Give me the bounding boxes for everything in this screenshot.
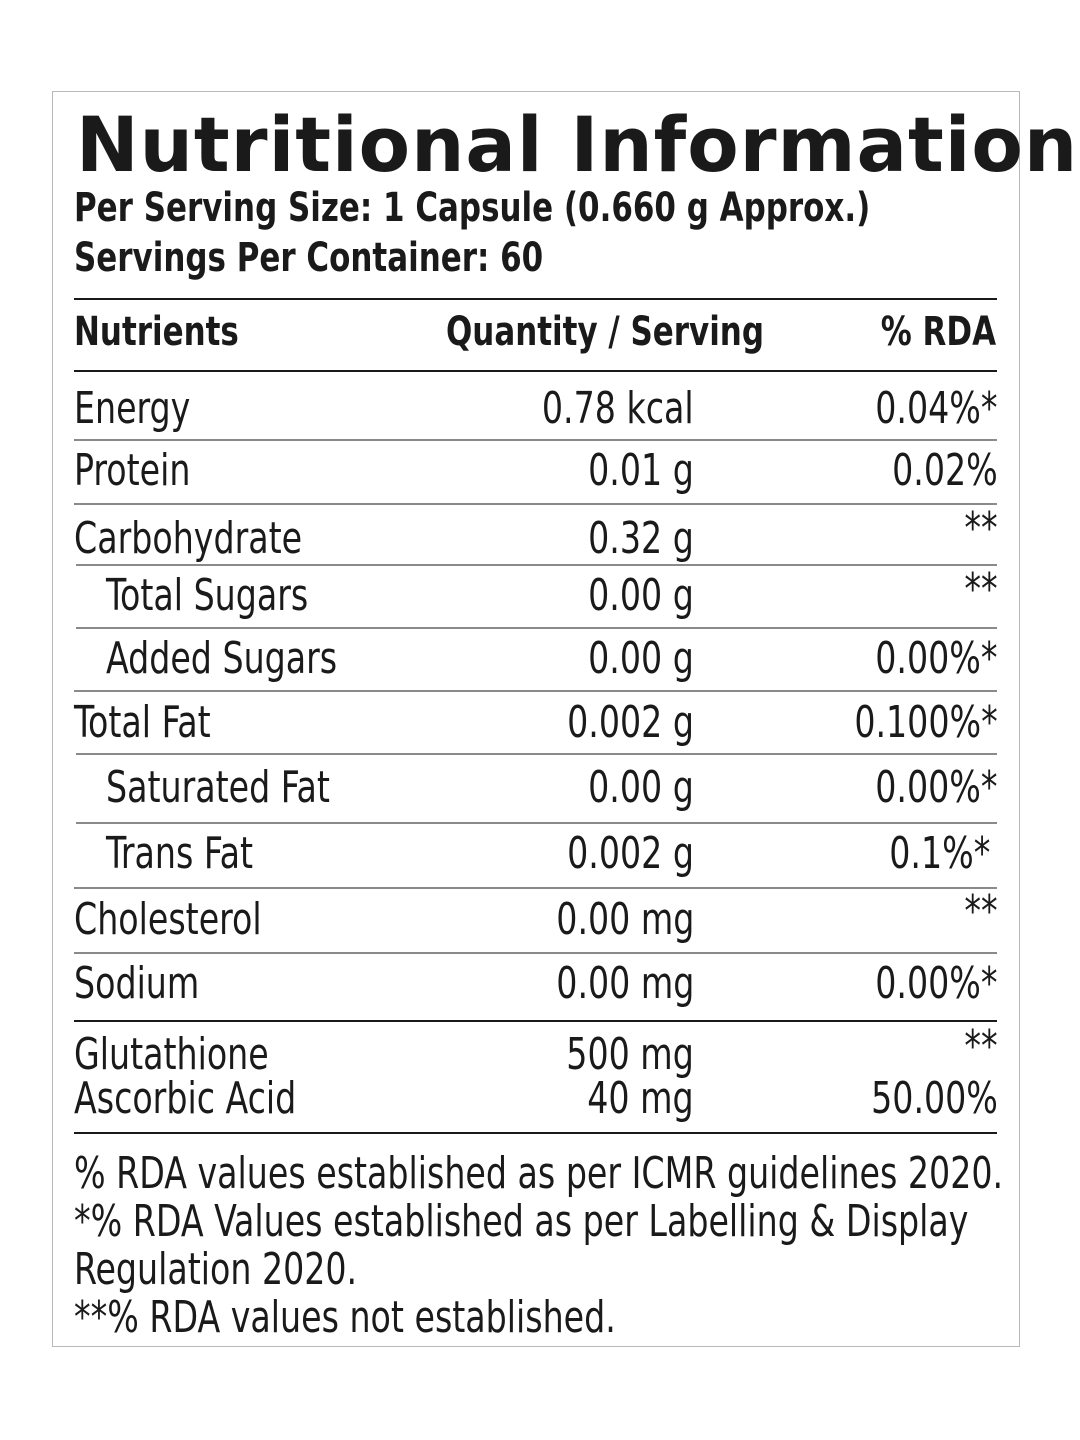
nutrient-name: Saturated Fat — [106, 762, 330, 813]
nutrient-rda: 0.00%* — [875, 762, 998, 813]
nutrient-rda: 0.100%* — [854, 697, 998, 748]
nutrient-name: Carbohydrate — [74, 513, 303, 564]
nutrient-name: Trans Fat — [106, 828, 254, 879]
section-rule — [74, 1020, 997, 1022]
nutrient-quantity: 40 mg — [587, 1073, 694, 1124]
footnote-rule — [74, 1132, 997, 1134]
column-header-quantity: Quantity / Serving — [446, 309, 764, 355]
nutrient-quantity: 0.32 g — [588, 513, 694, 564]
row-divider — [74, 690, 997, 692]
nutrient-name: Ascorbic Acid — [74, 1073, 297, 1124]
nutrient-quantity: 0.00 g — [588, 570, 694, 621]
table-row — [0, 956, 1080, 1016]
nutrient-rda: ** — [964, 564, 998, 615]
nutrient-rda: ** — [964, 1021, 998, 1072]
footnote-not-established: **% RDA values not established. — [74, 1292, 616, 1343]
table-row — [0, 564, 1080, 628]
table-row — [0, 760, 1080, 820]
table-row — [0, 443, 1080, 503]
header-bottom-rule — [74, 370, 997, 372]
nutrient-name: Cholesterol — [74, 894, 262, 945]
column-header-rda: % RDA — [880, 309, 996, 355]
footnote-icmr: % RDA values established as per ICMR guidelines 2020. — [74, 1148, 1004, 1199]
nutrient-quantity: 0.002 g — [567, 697, 694, 748]
table-row — [0, 695, 1080, 755]
nutrient-name: Added Sugars — [106, 633, 338, 684]
nutrient-quantity: 0.01 g — [588, 445, 694, 496]
nutrient-rda: ** — [964, 886, 998, 937]
table-row — [0, 381, 1080, 441]
row-divider — [74, 503, 997, 505]
row-divider — [76, 564, 997, 566]
row-divider — [74, 952, 997, 954]
table-row — [0, 886, 1080, 952]
nutrient-rda: 0.00%* — [875, 633, 998, 684]
nutrient-name: Protein — [74, 445, 191, 496]
nutrient-quantity: 500 mg — [566, 1029, 694, 1080]
nutrient-name: Total Fat — [74, 697, 211, 748]
nutrient-name: Sodium — [74, 958, 200, 1009]
servings-per-container: Servings Per Container: 60 — [74, 235, 544, 281]
table-row — [0, 503, 1080, 571]
footnote-labelling-cont: Regulation 2020. — [74, 1244, 358, 1295]
nutrient-quantity: 0.00 g — [588, 762, 694, 813]
footnote-labelling: *% RDA Values established as per Labelling & Display — [74, 1196, 969, 1247]
nutrient-quantity: 0.002 g — [567, 828, 694, 879]
nutrient-quantity: 0.00 mg — [555, 958, 694, 1009]
nutrient-rda: 0.02% — [892, 445, 998, 496]
nutrient-name: Glutathione — [74, 1029, 269, 1080]
row-divider — [76, 822, 997, 824]
row-divider — [76, 627, 997, 629]
nutrient-rda: ** — [964, 503, 998, 554]
table-row — [0, 631, 1080, 691]
nutrient-quantity: 0.00 mg — [555, 894, 694, 945]
nutrient-quantity: 0.78 kcal — [542, 383, 694, 434]
header-top-rule — [74, 298, 997, 300]
nutrient-rda: 50.00% — [871, 1073, 998, 1124]
nutrient-rda: 0.1%* — [888, 828, 990, 879]
nutrient-rda: 0.04%* — [875, 383, 998, 434]
nutrient-quantity: 0.00 g — [588, 633, 694, 684]
table-row — [0, 1021, 1080, 1080]
table-row — [0, 1071, 1080, 1124]
serving-size: Per Serving Size: 1 Capsule (0.660 g Approx.) — [74, 185, 871, 231]
nutrient-name: Energy — [74, 383, 191, 434]
row-divider — [74, 887, 997, 889]
column-header-nutrients: Nutrients — [74, 309, 239, 355]
table-row — [0, 826, 1080, 886]
row-divider — [74, 439, 997, 441]
label-title: Nutritional Information — [76, 100, 1079, 189]
nutrient-name: Total Sugars — [106, 570, 309, 621]
row-divider — [76, 753, 997, 755]
nutrient-rda: 0.00%* — [875, 958, 998, 1009]
